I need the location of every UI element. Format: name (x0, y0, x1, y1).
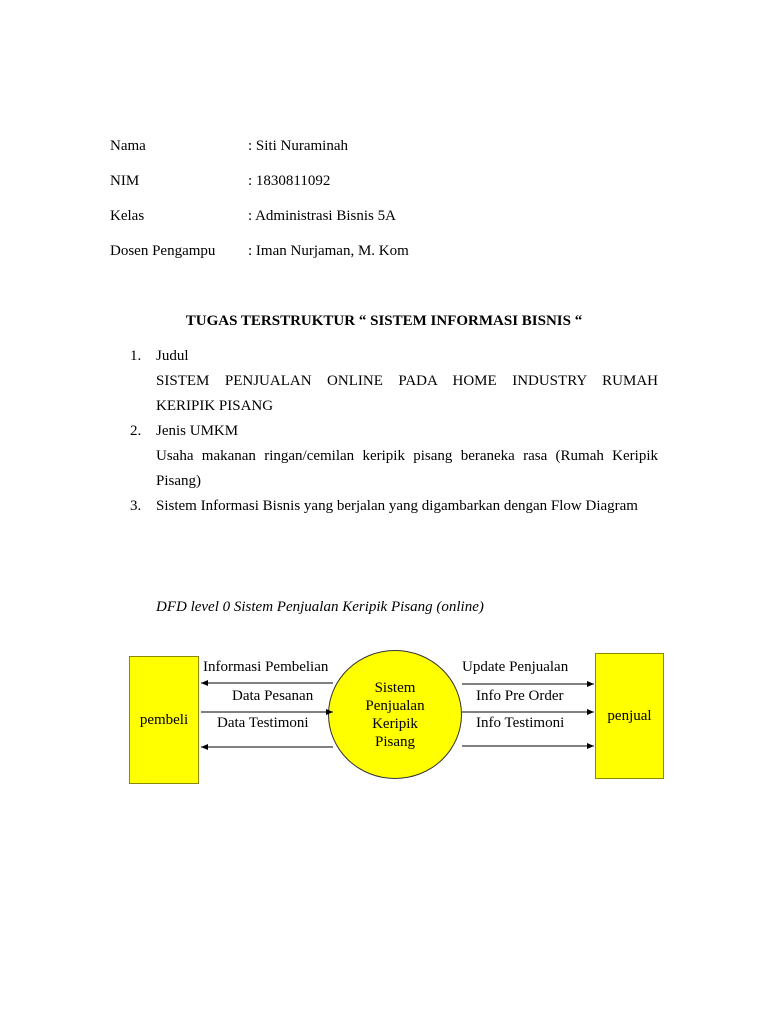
list-heading-2: Jenis UMKM (156, 423, 239, 439)
list-number-3: 3. (130, 498, 142, 514)
lecturer-label: Dosen Pengampu (110, 243, 216, 259)
process-line-4: Pisang (374, 733, 415, 750)
list-heading-3: Sistem Informasi Bisnis yang berjalan yang digambarkan dengan Flow Diagram (156, 498, 638, 514)
flow-label-data-pesanan: Data Pesanan (232, 688, 314, 704)
class-label: Kelas (110, 208, 145, 224)
list-number-1: 1. (130, 348, 142, 364)
entity-penjual-label: penjual (607, 707, 652, 724)
list-heading-1: Judul (156, 348, 189, 364)
lecturer-value: : Iman Nurjaman, M. Kom (248, 243, 409, 259)
flow-label-data-testimoni: Data Testimoni (217, 715, 309, 731)
list-number-2: 2. (130, 423, 142, 439)
nim-label: NIM (110, 173, 140, 189)
nim-value: : 1830811092 (248, 173, 331, 189)
process-line-2: Penjualan (365, 697, 425, 714)
list-body-2-line1: Usaha makanan ringan/cemilan keripik pisang beraneka rasa (Rumah Keripik (156, 448, 658, 464)
document-title: TUGAS TERSTRUKTUR “ SISTEM INFORMASI BISNIS “ (185, 313, 583, 329)
class-value: : Administrasi Bisnis 5A (248, 208, 396, 224)
diagram-caption: DFD level 0 Sistem Penjualan Keripik Pisang (online) (156, 599, 484, 615)
name-value: : Siti Nuraminah (248, 138, 348, 154)
flow-label-info-testimoni: Info Testimoni (476, 715, 565, 731)
list-body-2-line2: Pisang) (156, 473, 201, 489)
flow-label-info-pre-order: Info Pre Order (476, 688, 564, 704)
name-label: Nama (110, 138, 146, 154)
list-body-1-line1: SISTEM PENJUALAN ONLINE PADA HOME INDUSTRY RUMAH (156, 373, 658, 389)
flow-label-update-penjualan: Update Penjualan (462, 659, 569, 675)
entity-pembeli-label: pembeli (139, 711, 189, 728)
process-line-1: Sistem (374, 679, 416, 696)
process-line-3: Keripik (372, 715, 418, 732)
flow-label-informasi-pembelian: Informasi Pembelian (203, 659, 329, 675)
list-body-1-line2: KERIPIK PISANG (156, 398, 274, 414)
